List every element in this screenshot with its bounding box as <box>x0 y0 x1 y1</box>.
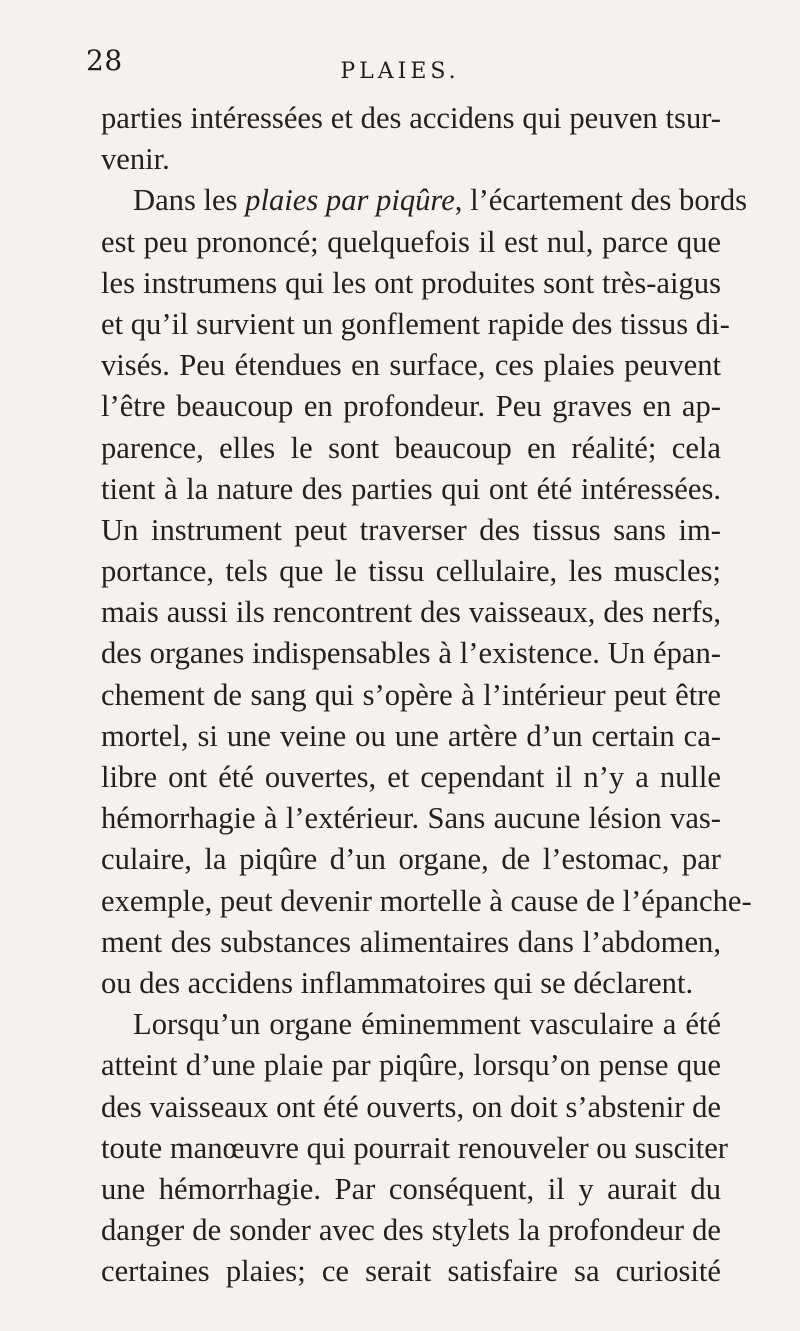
text-line-24: atteint d’une plaie par piqûre, lorsqu’on pense que <box>101 1048 721 1083</box>
text-line-18: hémorrhagie à l’extérieur. Sans aucune lésion vas- <box>101 801 721 836</box>
text-line-5: les instrumens qui les ont produites sont très-aigus <box>101 265 721 300</box>
text-line-17: libre ont été ouvertes, et cependant il n’y a nulle <box>101 760 721 794</box>
text-line-16: mortel, si une veine ou une artère d’un certain ca- <box>101 718 721 753</box>
italic-term: plaies par piqûre <box>245 183 455 218</box>
running-head: PLAIES. <box>340 59 460 84</box>
text-line-20: exemple, peut devenir mortelle à cause de l’épanche- <box>101 883 752 918</box>
text-line-13: mais aussi ils rencontrent des vaisseaux, des nerfs, <box>101 595 721 630</box>
text-line-25: des vaisseaux ont été ouverts, on doit s’abstenir de <box>101 1089 721 1124</box>
text-line-15: chement de sang qui s’opère à l’intérieur peut être <box>101 677 721 712</box>
text-line-23: Lorsqu’un organe éminemment vasculaire a été <box>133 1007 721 1042</box>
page-number: 28 <box>86 44 123 77</box>
text-line-11: Un instrument peut traverser des tissus sans im- <box>101 512 721 547</box>
text-line-21: ment des substances alimentaires dans l’abdomen, <box>101 924 721 959</box>
text-line-19: culaire, la piqûre d’un organe, de l’estomac, par <box>101 842 721 877</box>
text-line-3-start: Dans les <box>133 183 246 218</box>
text-line-3 <box>101 180 748 221</box>
text-line-1: parties intéressées et des accidens qui peuven tsur- <box>101 101 721 135</box>
text-line-12: portance, tels que le tissu cellulaire, les muscles; <box>101 554 721 589</box>
text-line-26: toute manœuvre qui pourrait renouveler ou susciter <box>101 1130 728 1165</box>
text-line-9: parence, elles le sont beaucoup en réalité; cela <box>101 430 721 465</box>
text-line-14: des organes indispensables à l’existence. Un épan- <box>101 636 721 671</box>
body-text <box>101 98 752 1292</box>
text-line-4: est peu prononcé; quelquefois il est nul, parce que <box>101 224 721 259</box>
text-line-10: tient à la nature des parties qui ont été intéressées. <box>101 471 721 506</box>
text-line-29: certaines plaies; ce serait satisfaire sa curiosité <box>101 1254 721 1289</box>
text-line-2: venir. <box>101 142 170 177</box>
text-line-28: danger de sonder avec des stylets la profondeur de <box>101 1213 721 1248</box>
text-line-22: ou des accidens inflammatoires qui se déclarent. <box>101 965 694 1000</box>
text-line-6: et qu’il survient un gonflement rapide des tissus di- <box>101 306 730 341</box>
text-line-7: visés. Peu étendues en surface, ces plaies peuvent <box>101 348 721 383</box>
text-line-3-end: , l’écartement des bords <box>454 183 748 218</box>
text-line-8: l’être beaucoup en profondeur. Peu graves en ap- <box>101 389 721 424</box>
text-line-27: une hémorrhagie. Par conséquent, il y aurait du <box>101 1171 721 1206</box>
